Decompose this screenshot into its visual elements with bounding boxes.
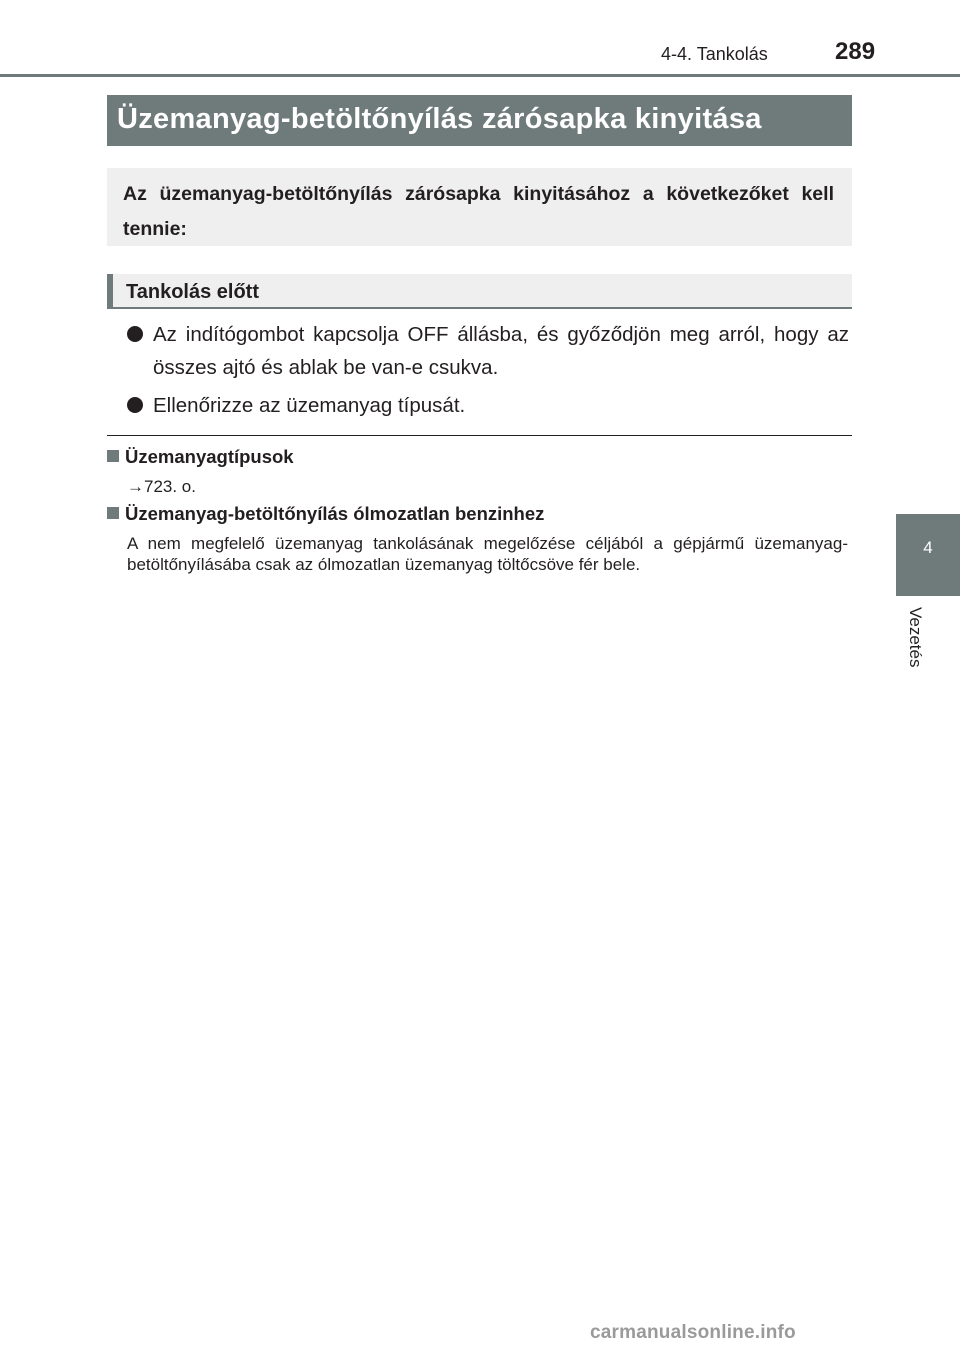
subsection-bar: [107, 274, 852, 309]
page-number: 289: [835, 38, 876, 65]
page-title: Üzemanyag-betöltőnyílás zárósapka kinyitása: [117, 103, 762, 135]
note-reference: →723. o.: [127, 477, 196, 496]
list-item: [127, 318, 849, 384]
bullet-dot-icon: [127, 326, 143, 342]
bullet-dot-icon: [127, 397, 143, 413]
note-heading: [107, 446, 294, 468]
title-bar: [107, 95, 852, 146]
square-bullet-icon: [107, 450, 119, 462]
subsection-title: Tankolás előtt: [126, 281, 259, 303]
note-body: A nem megfelelő üzemanyag tankolásának megelőzése céljából a gépjármű üzemanyag-betöltőnyílásába csak az ólmozatlan üzemanyag töltőcsöve fér bele.: [127, 534, 848, 574]
header-rule: [0, 74, 960, 77]
bullet-text: Ellenőrizze az üzemanyag típusát.: [153, 394, 466, 417]
chapter-number: 4: [923, 538, 933, 557]
note-heading-text: Üzemanyag-betöltőnyílás ólmozatlan benzinhez: [125, 503, 545, 524]
chapter-tab: [896, 514, 960, 596]
intro-text: Az üzemanyag-betöltőnyílás zárósapka kinyitásához a következőket kell tennie:: [123, 183, 834, 240]
bullet-text: Az indítógombot kapcsolja OFF állásba, és győződjön meg arról, hogy az összes ajtó és ablak be van-e csukva.: [153, 323, 849, 379]
chapter-label: Vezetés: [906, 607, 925, 668]
watermark: carmanualsonline.info: [590, 1322, 796, 1343]
list-item: [127, 389, 849, 422]
square-bullet-icon: [107, 507, 119, 519]
bullet-list: [127, 318, 849, 427]
section-divider: [107, 435, 852, 436]
header-section-label: 4-4. Tankolás: [661, 44, 768, 64]
intro-box: [107, 168, 852, 246]
note-heading: [107, 503, 544, 525]
note-heading-text: Üzemanyagtípusok: [125, 446, 294, 467]
